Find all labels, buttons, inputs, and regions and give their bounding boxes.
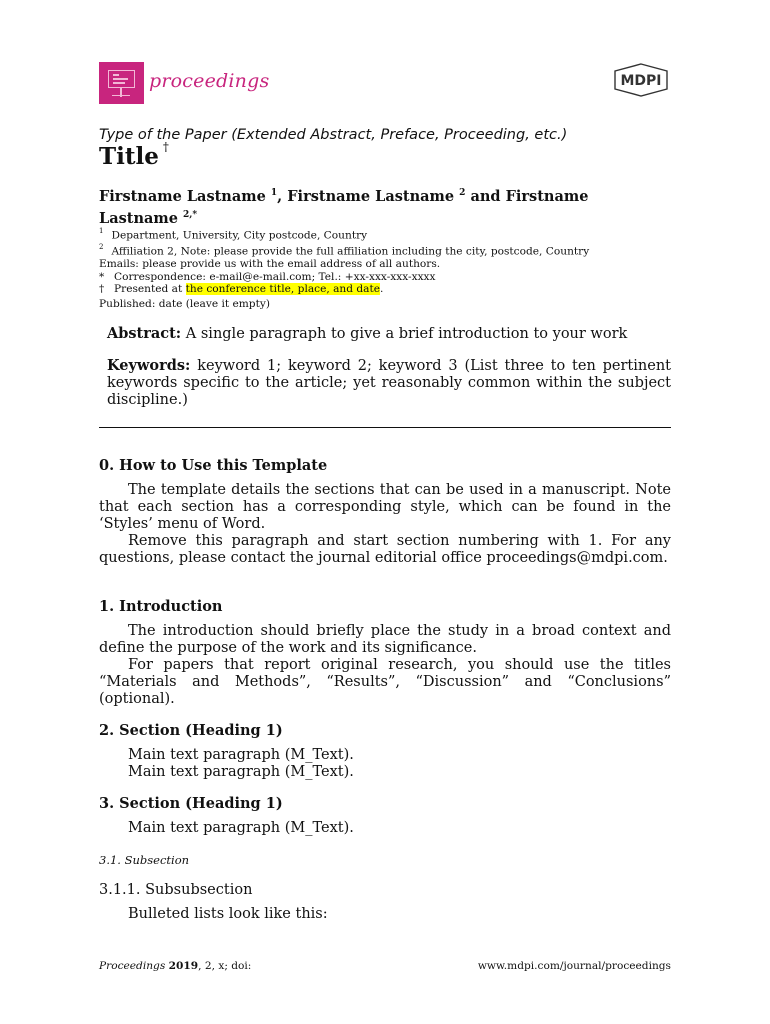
paragraph: The introduction should briefly place the study in a broad context and define the purpose of the work and its significance. bbox=[99, 623, 671, 656]
paragraph: Remove this paragraph and start section numbering with 1. For any questions, please contact the journal editorial office proceedings@mdpi.com. bbox=[99, 533, 671, 566]
page-title: Title † bbox=[99, 140, 169, 170]
paragraph: For papers that report original research, you should use the titles “Materials and Methods”, “Results”, “Discussion” and “Conclusions” (optional). bbox=[99, 657, 671, 707]
subsection-heading: 3.1. Subsection bbox=[99, 853, 190, 867]
divider bbox=[99, 427, 671, 428]
published-date: Published: date (leave it empty) bbox=[99, 298, 270, 310]
highlighted-text: the conference title, place, and date bbox=[185, 283, 381, 296]
author-list: Firstname Lastname $^1$, Firstname Lastname $^2$ and Firstname Lastname $^{2,*}$ bbox=[99, 187, 589, 227]
paragraph: The template details the sections that can be used in a manuscript. Note that each section has a corresponding style, which can be found in the ‘Styles’ menu of Word. bbox=[99, 482, 671, 532]
footer-citation: Proceedings 2019, 2, x; doi: bbox=[99, 960, 252, 972]
paragraph: Main text paragraph (M_Text). bbox=[128, 747, 354, 763]
subsubsection-heading: 3.1.1. Subsubsection bbox=[99, 882, 253, 898]
abstract: Abstract: A single paragraph to give a brief introduction to your work bbox=[107, 325, 628, 342]
journal-name: proceedings bbox=[149, 70, 270, 92]
mdpi-logo bbox=[612, 63, 670, 97]
paragraph: Bulleted lists look like this: bbox=[128, 906, 328, 922]
section-heading: 0. How to Use this Template bbox=[99, 457, 328, 474]
affiliations: $^1$ Department, University, City postcode, Country $^2$ Affiliation 2, Note: please provide the full affiliation including the city, postcode, Country Emails: please provide us with the email address of all authors. * Correspondence: e-mail@e-mail.com; Tel.: +xx-xxx-xxx-xxxx † Presented at the conference title, place, and date. bbox=[99, 227, 590, 296]
paragraph: Main text paragraph (M_Text). bbox=[128, 764, 354, 780]
paragraph: Main text paragraph (M_Text). bbox=[128, 820, 354, 836]
keywords: Keywords: keyword 1; keyword 2; keyword 3 (List three to ten pertinent keywords specific to the article; yet reasonably common within the subject discipline.) bbox=[107, 357, 671, 408]
presentation-board-icon bbox=[108, 70, 135, 88]
svg-text:MDPI: MDPI bbox=[620, 73, 662, 89]
paper-type: Type of the Paper (Extended Abstract, Preface, Proceeding, etc.) bbox=[99, 127, 568, 143]
footer-url[interactable]: www.mdpi.com/journal/proceedings bbox=[477, 960, 671, 972]
section-heading: 2. Section (Heading 1) bbox=[99, 722, 283, 739]
journal-logo bbox=[99, 62, 144, 104]
section-heading: 1. Introduction bbox=[99, 598, 223, 615]
section-heading: 3. Section (Heading 1) bbox=[99, 795, 283, 812]
